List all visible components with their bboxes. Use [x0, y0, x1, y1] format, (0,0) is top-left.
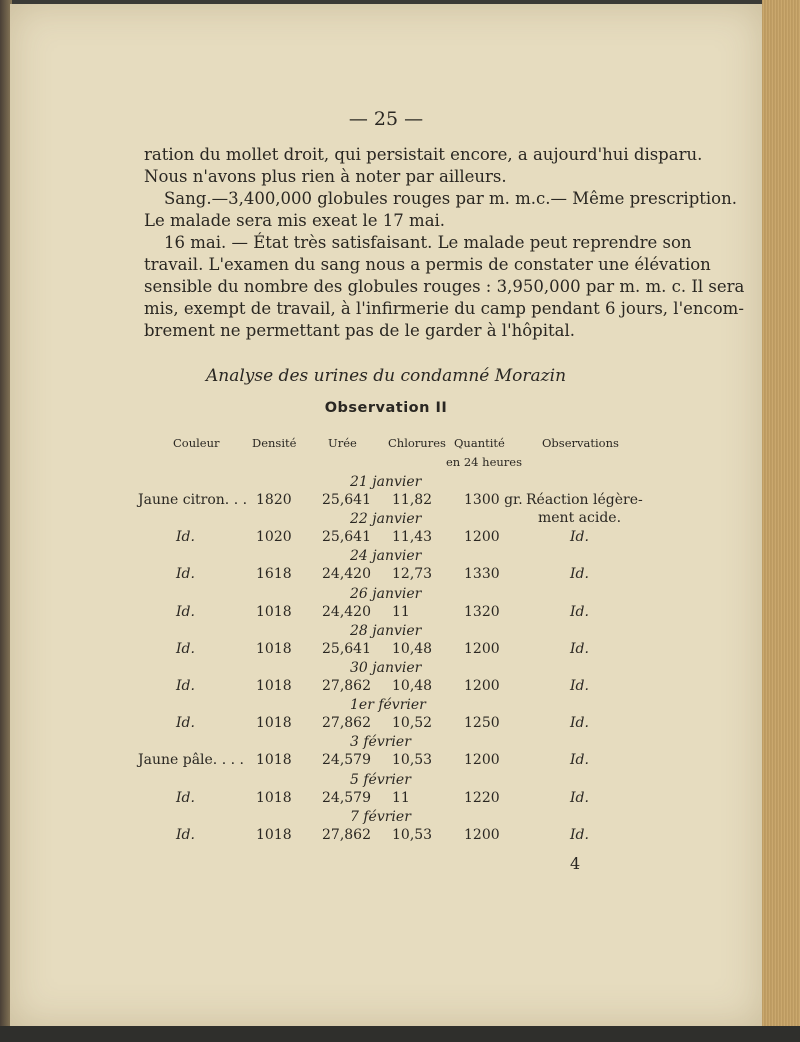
header-chlorures: Chlorures — [388, 436, 446, 450]
cell-observations: Id. — [570, 678, 589, 694]
text-line: sensible du nombre des globules rouges : 3,950,000 par m. m. c. Il sera — [144, 277, 745, 296]
header-couleur: Couleur — [173, 436, 220, 450]
cell-couleur: Jaune citron. . . — [138, 492, 248, 508]
cell-observations: Réaction légère- — [526, 492, 643, 508]
cell-densite: 1618 — [256, 566, 292, 583]
cell-chlorures: 10,53 — [392, 752, 433, 769]
book-cover-edge — [0, 1026, 800, 1042]
cell-uree: 24,420 — [322, 603, 371, 620]
cell-quantite: 1330 — [464, 566, 500, 583]
row-date: 7 février — [350, 808, 411, 825]
row-date: 1er février — [350, 697, 426, 714]
cell-couleur: Id. — [176, 566, 195, 583]
cell-couleur: Id. — [176, 640, 195, 657]
cell-densite: 1018 — [256, 752, 292, 769]
header-densite: Densité — [252, 436, 297, 450]
header-quantite-unit: en 24 heures — [446, 455, 522, 469]
cell-chlorures: 10,53 — [392, 826, 433, 843]
row-date: 5 février — [350, 771, 411, 788]
header-quantite: Quantité — [454, 436, 505, 450]
cell-uree: 25,641 — [322, 492, 371, 508]
cell-couleur: Id. — [176, 678, 195, 694]
cell-couleur: Jaune pâle. . . . — [138, 752, 244, 769]
cell-quantite: 1220 — [464, 789, 500, 806]
cell-uree: 25,641 — [322, 640, 371, 657]
text-line: mis, exempt de travail, à l'infirmerie du camp pendant 6 jours, l'encom- — [144, 299, 744, 318]
text-line: Sang.—3,400,000 globules rouges par m. m.c.— Même prescription. — [164, 189, 737, 208]
cell-observations: Id. — [570, 789, 589, 806]
observation-title: Observation II — [324, 400, 448, 416]
cell-quantite: 1250 — [464, 715, 500, 732]
cell-quantite: 1200 — [464, 529, 500, 546]
cell-chlorures: 11,82 — [392, 492, 433, 508]
cell-quantite: 1300 gr. — [464, 492, 523, 508]
cell-couleur: Id. — [176, 789, 195, 806]
text-line: ration du mollet droit, qui persistait encore, a aujourd'hui disparu. — [144, 145, 703, 164]
cell-chlorures: 11,43 — [392, 529, 433, 546]
cell-observations: Id. — [570, 715, 589, 732]
cell-quantite: 1200 — [464, 678, 500, 694]
row-date: 26 janvier — [350, 585, 422, 602]
text-line: 16 mai. — État très satisfaisant. Le malade peut reprendre son — [164, 233, 692, 252]
cell-observations: Id. — [570, 566, 589, 583]
cell-quantite: 1320 — [464, 603, 500, 620]
cell-quantite: 1200 — [464, 752, 500, 769]
table-caption: Analyse des urines du condamné Morazin — [205, 366, 567, 386]
cell-chlorures: 10,52 — [392, 715, 433, 732]
text-line: brement ne permettant pas de le garder à l'hôpital. — [144, 321, 575, 340]
text-line: Nous n'avons plus rien à noter par ailleurs. — [144, 167, 507, 186]
cell-chlorures: 10,48 — [392, 640, 433, 657]
cell-uree: 25,641 — [322, 529, 371, 546]
header-observations: Observations — [542, 436, 619, 450]
cell-uree: 27,862 — [322, 715, 371, 732]
paragraph-2 — [144, 188, 737, 232]
folio-signature: 4 — [570, 854, 581, 873]
cell-observations: Id. — [570, 826, 589, 843]
cell-densite: 1820 — [256, 492, 292, 508]
cell-chlorures: 12,73 — [392, 566, 433, 583]
cell-couleur: Id. — [176, 603, 195, 620]
row-date: 30 janvier — [350, 660, 422, 676]
cell-chlorures: 11 — [392, 603, 410, 620]
paragraph-1 — [144, 144, 703, 188]
page-stack-edge — [762, 0, 800, 1042]
cell-densite: 1018 — [256, 715, 292, 732]
cell-observations: Id. — [570, 529, 589, 546]
row-date: 3 février — [350, 734, 411, 751]
cell-observations: Id. — [570, 603, 589, 620]
cell-quantite: 1200 — [464, 640, 500, 657]
row-date: 28 janvier — [350, 622, 422, 639]
row-date: 24 janvier — [350, 548, 422, 565]
cell-chlorures: 10,48 — [392, 678, 433, 694]
cell-observations: Id. — [570, 640, 589, 657]
cell-uree: 24,579 — [322, 789, 371, 806]
cell-uree: 24,420 — [322, 566, 371, 583]
cell-observations-cont: ment acide. — [538, 510, 622, 526]
cell-densite: 1020 — [256, 529, 292, 546]
cell-couleur: Id. — [176, 826, 195, 843]
paragraph-3 — [144, 232, 745, 342]
text-line: travail. L'examen du sang nous a permis de constater une élévation — [144, 255, 711, 274]
cell-chlorures: 11 — [392, 789, 410, 806]
cell-densite: 1018 — [256, 603, 292, 620]
cell-densite: 1018 — [256, 678, 292, 694]
cell-observations: Id. — [570, 752, 589, 769]
row-date: 21 janvier — [350, 474, 422, 490]
cell-densite: 1018 — [256, 640, 292, 657]
page-number: — 25 — — [348, 108, 424, 130]
cell-couleur: Id. — [176, 715, 195, 732]
cell-uree: 27,862 — [322, 678, 371, 694]
row-date: 22 janvier — [350, 511, 422, 528]
cell-uree: 27,862 — [322, 826, 371, 843]
cell-densite: 1018 — [256, 789, 292, 806]
cell-quantite: 1200 — [464, 826, 500, 843]
cell-densite: 1018 — [256, 826, 292, 843]
cell-uree: 24,579 — [322, 752, 371, 769]
text-line: Le malade sera mis exeat le 17 mai. — [144, 211, 446, 230]
header-uree: Urée — [328, 436, 357, 450]
book-page — [10, 4, 762, 1026]
cell-couleur: Id. — [176, 529, 195, 546]
